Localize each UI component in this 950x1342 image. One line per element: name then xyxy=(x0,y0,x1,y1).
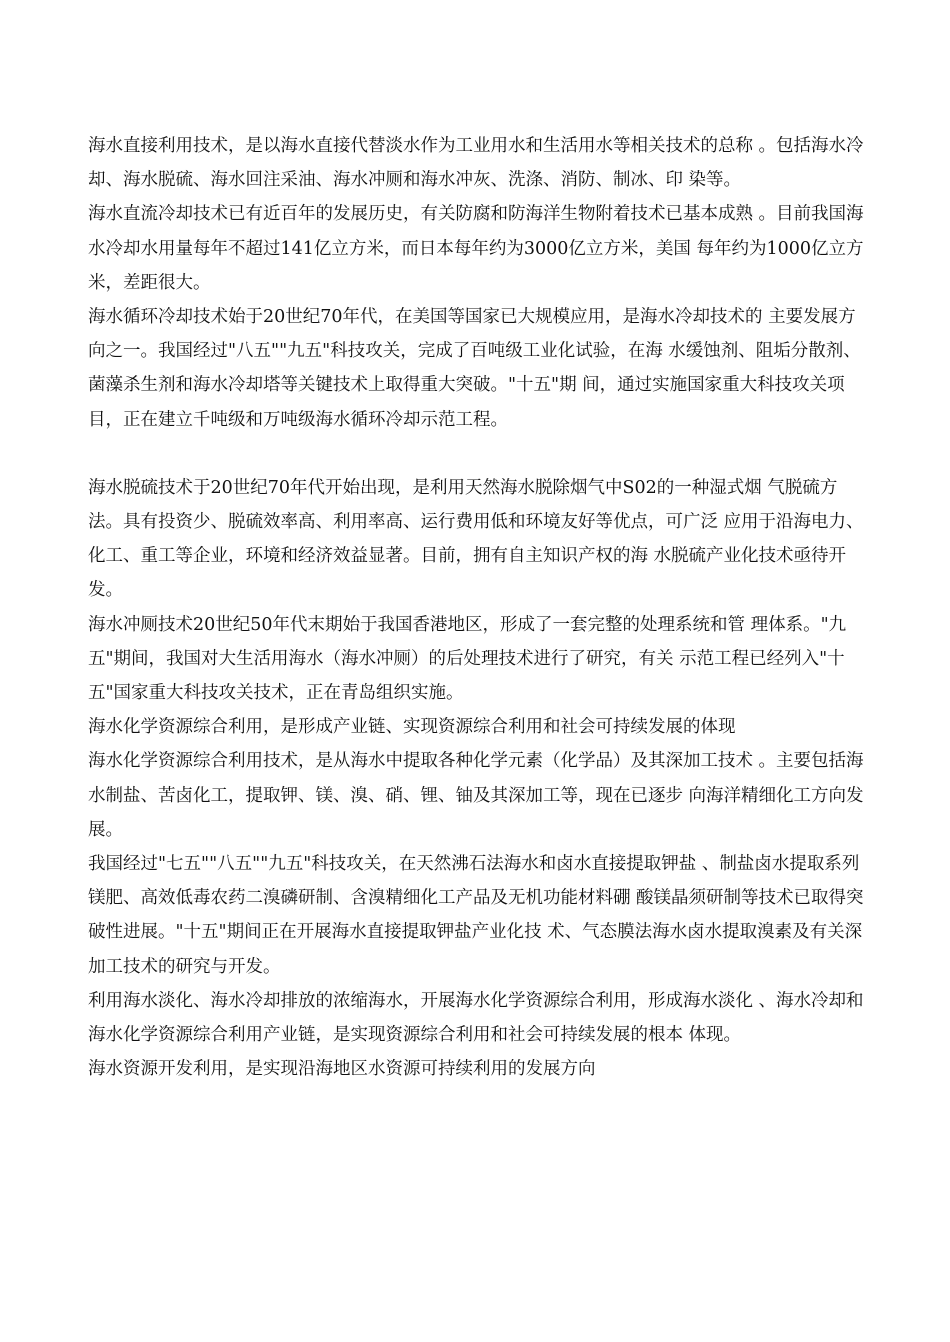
paragraph-chemical-resources-tech: 海水化学资源综合利用技术，是从海水中提取各种化学元素（化学品）及其深加工技术 。主要包括海水制盐、苦卤化工，提取钾、镁、溴、硝、锂、铀及其深加工等，现在已逐步 向海洋精细化工方向发展。 xyxy=(88,751,864,840)
paragraph-seawater-direct-use: 海水直接利用技术，是以海水直接代替淡水作为工业用水和生活用水等相关技术的总称 。包括海水冷却、海水脱硫、海水回注采油、海水冲厕和海水冲灰、洗涤、消防、制冰、印 染等。 xyxy=(88,136,864,191)
paragraph-circulating-cooling: 海水循环冷却技术始于20世纪70年代，在美国等国家已大规模应用，是海水冷却技术的 主要发展方向之一。我国经过"八五""九五"科技攻关，完成了百吨级工业化试验，在海 水缓蚀剂、阻垢分散剂、菌藻杀生剂和海水冷却塔等关键技术上取得重大突破。"十五"期 间，通过实施国家重大科技攻关项目，正在建立千吨级和万吨级海水循环冷却示范工程。 xyxy=(88,307,861,430)
paragraph-toilet-flushing: 海水冲厕技术20世纪50年代末期始于我国香港地区，形成了一套完整的处理系统和管 理体系。"九五"期间，我国对大生活用海水（海水冲厕）的后处理技术进行了研究，有关 示范工程已经列入"十五"国家重大科技攻关技术，正在青岛组织实施。 xyxy=(88,614,847,704)
paragraph-development-direction: 海水资源开发利用，是实现沿海地区水资源可持续利用的发展方向 xyxy=(88,1059,596,1080)
paragraph-industry-chain: 利用海水淡化、海水冷却排放的浓缩海水，开展海水化学资源综合利用，形成海水淡化 、海水冷却和海水化学资源综合利用产业链，是实现资源综合利用和社会可持续发展的根本 体现。 xyxy=(88,990,864,1046)
document-body xyxy=(88,129,864,1086)
paragraph-direct-flow-cooling: 海水直流冷却技术已有近百年的发展历史，有关防腐和防海洋生物附着技术已基本成熟 。目前我国海水冷却水用量每年不超过141亿立方米，而日本每年约为3000亿立方米，美国 每年约为1000亿立方米，差距很大。 xyxy=(88,204,864,293)
paragraph-research-progress: 我国经过"七五""八五""九五"科技攻关，在天然沸石法海水和卤水直接提取钾盐 、制盐卤水提取系列镁肥、高效低毒农药二溴磷研制、含溴精细化工产品及无机功能材料硼 酸镁晶须研制等技术已取得突破性进展。"十五"期间正在开展海水直接提取钾盐产业化技 术、气态膜法海水卤水提取溴素及有关深加工技术的研究与开发。 xyxy=(88,854,864,977)
paragraph-chemical-resources-heading: 海水化学资源综合利用，是形成产业链、实现资源综合利用和社会可持续发展的体现 xyxy=(88,717,736,738)
paragraph-desulfurization: 海水脱硫技术于20世纪70年代开始出现，是利用天然海水脱除烟气中S02的一种湿式烟 气脱硫方法。具有投资少、脱硫效率高、利用率高、运行费用低和环境友好等优点，可广泛 应用于沿海电力、化工、重工等企业，环境和经济效益显著。目前，拥有自主知识产权的海 水脱硫产业化技术亟待开发。 xyxy=(88,477,864,601)
